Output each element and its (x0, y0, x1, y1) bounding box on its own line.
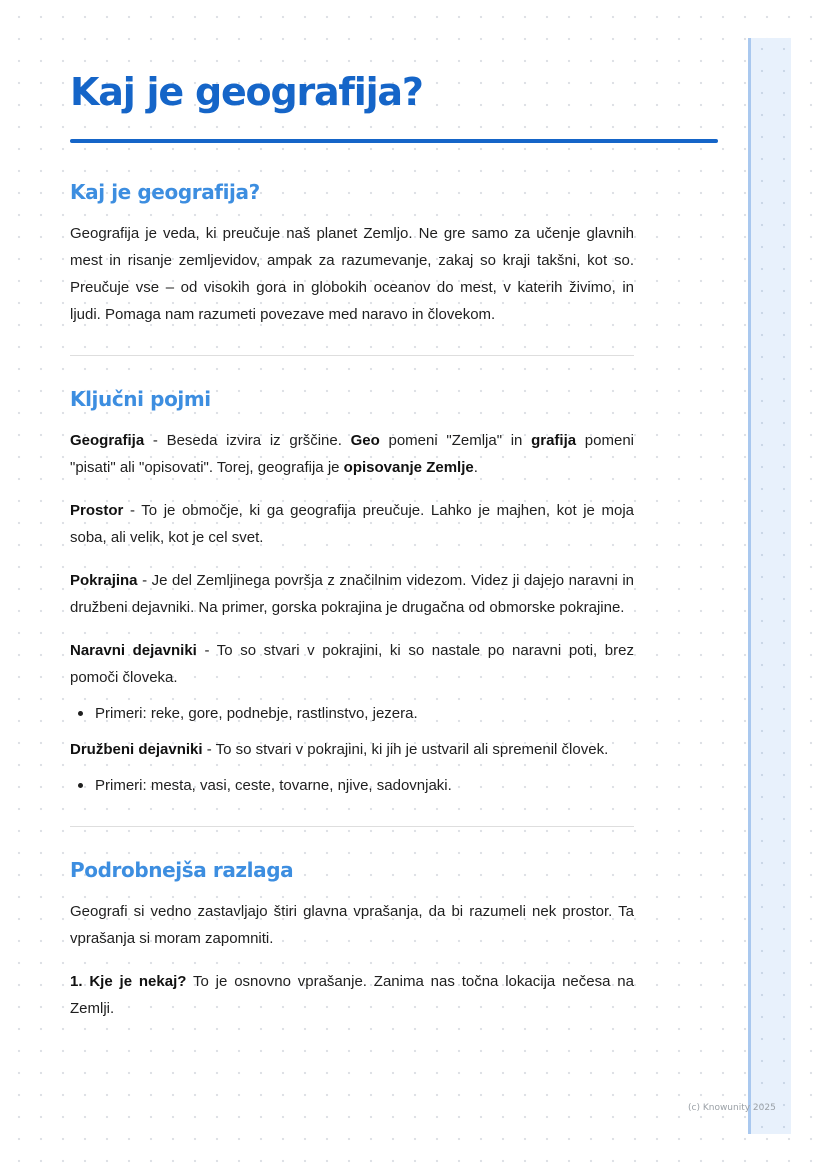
section-heading-intro: Kaj je geografija? (70, 180, 260, 204)
term-geografija: Geografija (70, 432, 145, 449)
section-divider (70, 355, 634, 356)
copyright-footer: (c) Knowunity 2025 (688, 1103, 776, 1113)
title-underline (70, 139, 718, 143)
intro-paragraph: Geografija je veda, ki preučuje naš planet Zemljo. Ne gre samo za učenje glavnih mest in risanje zemljevidov, ampak za razumevanje, zakaj so kraji takšni, kot so. Preučuje vse – od visokih gora in globokih oceanov do mest, v katerih živimo, in ljudi. Pomaga nam razumeti povezave med naravo in človekom. (70, 225, 634, 323)
section-divider (70, 826, 634, 827)
list-item: Primeri: mesta, vasi, ceste, tovarne, njive, sadovnjaki. (70, 772, 634, 799)
term-naravni-dejavniki: Naravni dejavniki (70, 642, 197, 659)
term-pokrajina: Pokrajina (70, 572, 138, 589)
term-druzbeni-dejavniki: Družbeni dejavniki (70, 741, 203, 758)
question-1-label: 1. Kje je nekaj? (70, 973, 187, 990)
concept-geografija: Geografija - Beseda izvira iz grščine. Geo pomeni "Zemlja" in grafija pomeni "pisati" ali "opisovati". Torej, geografija je opisovanje Zemlje. (70, 432, 635, 476)
term-prostor: Prostor (70, 502, 124, 519)
detail-paragraph: Geografi si vedno zastavljajo štiri glavna vprašanja, da bi razumeli nek prostor. Ta vprašanja si moram zapomniti. (70, 903, 634, 947)
concept-prostor: Prostor - To je območje, ki ga geografija preučuje. Lahko je majhen, kot je moja soba, ali velik, kot je cel svet. (70, 502, 634, 546)
section-heading-concepts: Ključni pojmi (70, 387, 211, 411)
concept-pokrajina: Pokrajina - Je del Zemljinega površja z značilnim videzom. Videz ji dajejo naravni in družbeni dejavniki. Na primer, gorska pokrajina je drugačna od obmorske pokrajine. (70, 572, 634, 616)
concept-naravni-dejavniki: Naravni dejavniki - To so stvari v pokrajini, ki so nastale po naravni poti, brez pomoči človeka. (70, 642, 634, 686)
list-item: Primeri: reke, gore, podnebje, rastlinstvo, jezera. (70, 700, 634, 727)
question-1: 1. Kje je nekaj? To je osnovno vprašanje. Zanima nas točna lokacija nečesa na Zemlji. (70, 973, 634, 1017)
page-title: Kaj je geografija? (70, 70, 423, 114)
document-body (70, 176, 634, 1022)
concept-druzbeni-dejavniki: Družbeni dejavniki - To so stvari v pokrajini, ki jih je ustvaril ali spremenil človek. (70, 741, 609, 758)
side-margin-strip (748, 38, 791, 1134)
section-heading-detail: Podrobnejša razlaga (70, 858, 294, 882)
